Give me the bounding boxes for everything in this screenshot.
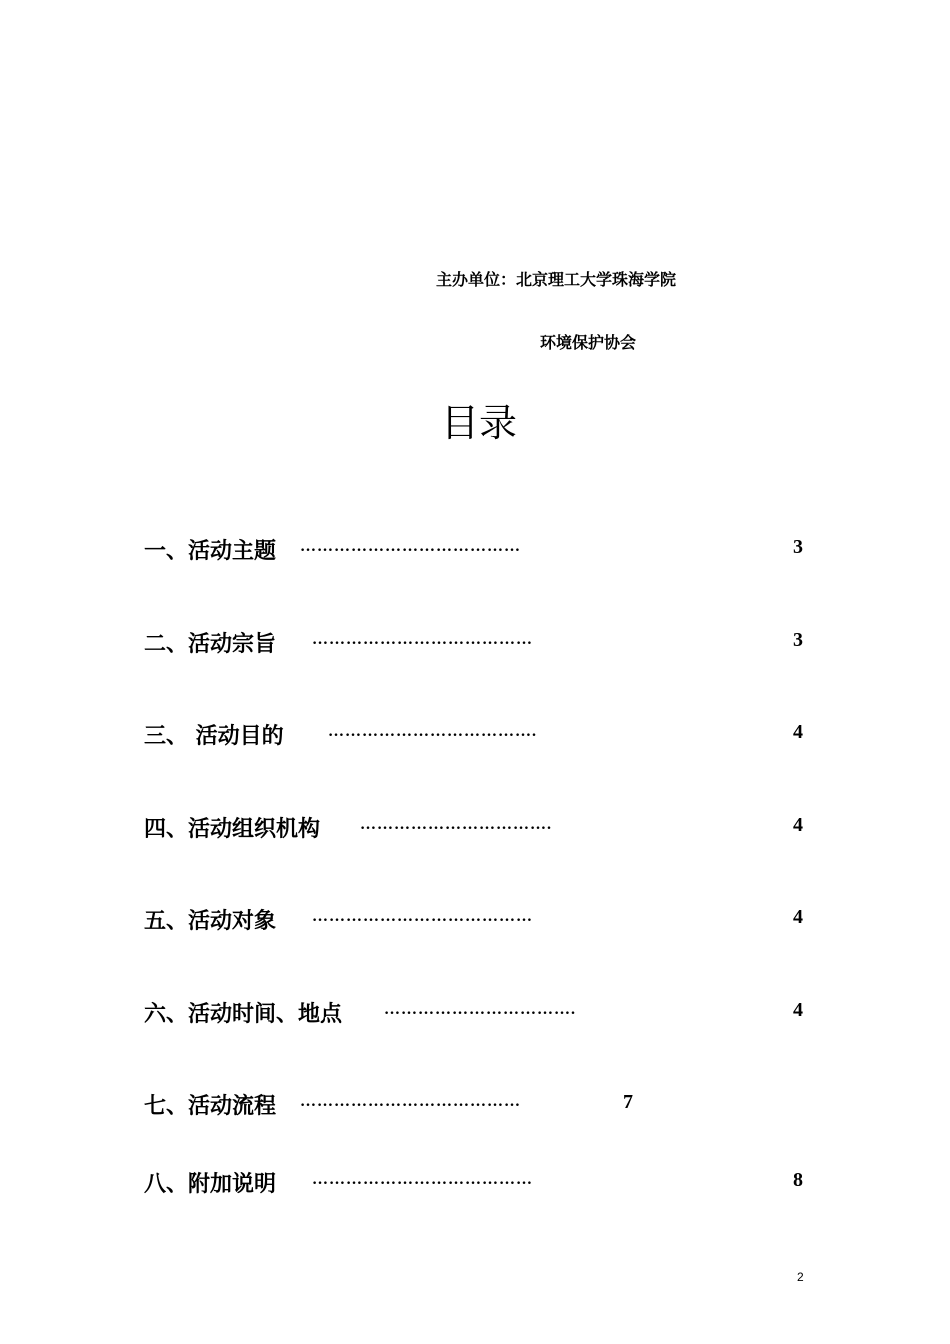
toc-entry-1-page: 3: [793, 536, 803, 558]
page-number: 2: [797, 1270, 804, 1284]
toc-entry-6-dots: …………………………….: [384, 1001, 576, 1018]
toc-entry-2-page: 3: [793, 629, 803, 651]
toc-entry-8-label: 八、附加说明: [144, 1172, 277, 1197]
toc-entry-6-page: 4: [793, 999, 803, 1021]
toc-entry-7-label: 七、活动流程: [144, 1094, 277, 1119]
organizer-line: 主办单位：北京理工大学珠海学院: [436, 270, 677, 289]
toc-entry-2-label: 二、活动宗旨: [144, 632, 277, 657]
toc-entry-7-dots: …………………………………: [300, 1093, 521, 1110]
toc-entry-4-label: 四、活动组织机构: [144, 817, 321, 842]
toc-entry-7-page: 7: [623, 1091, 633, 1113]
toc-entry-3-page: 4: [793, 721, 803, 743]
toc-entry-1-label: 一、活动主题: [144, 539, 277, 564]
toc-entry-3-label: 三、 活动目的: [144, 724, 284, 749]
toc-entry-5-label: 五、活动对象: [144, 909, 277, 934]
toc-entry-1-dots: …………………………………: [300, 538, 521, 555]
toc-entry-2-dots: …………………………………: [312, 631, 533, 648]
toc-entry-5-dots: …………………………………: [312, 908, 533, 925]
toc-entry-3-dots: ……………………………….: [328, 723, 537, 740]
toc-entry-6-label: 六、活动时间、地点: [144, 1002, 343, 1027]
toc-entry-8-page: 8: [793, 1169, 803, 1191]
organizer-sub: 环境保护协会: [540, 333, 637, 352]
toc-entry-4-dots: …………………………….: [360, 816, 552, 833]
toc-entry-5-page: 4: [793, 906, 803, 928]
toc-entry-8-dots: …………………………………: [312, 1171, 533, 1188]
toc-entry-4-page: 4: [793, 814, 803, 836]
toc-title: 目录: [441, 401, 518, 445]
